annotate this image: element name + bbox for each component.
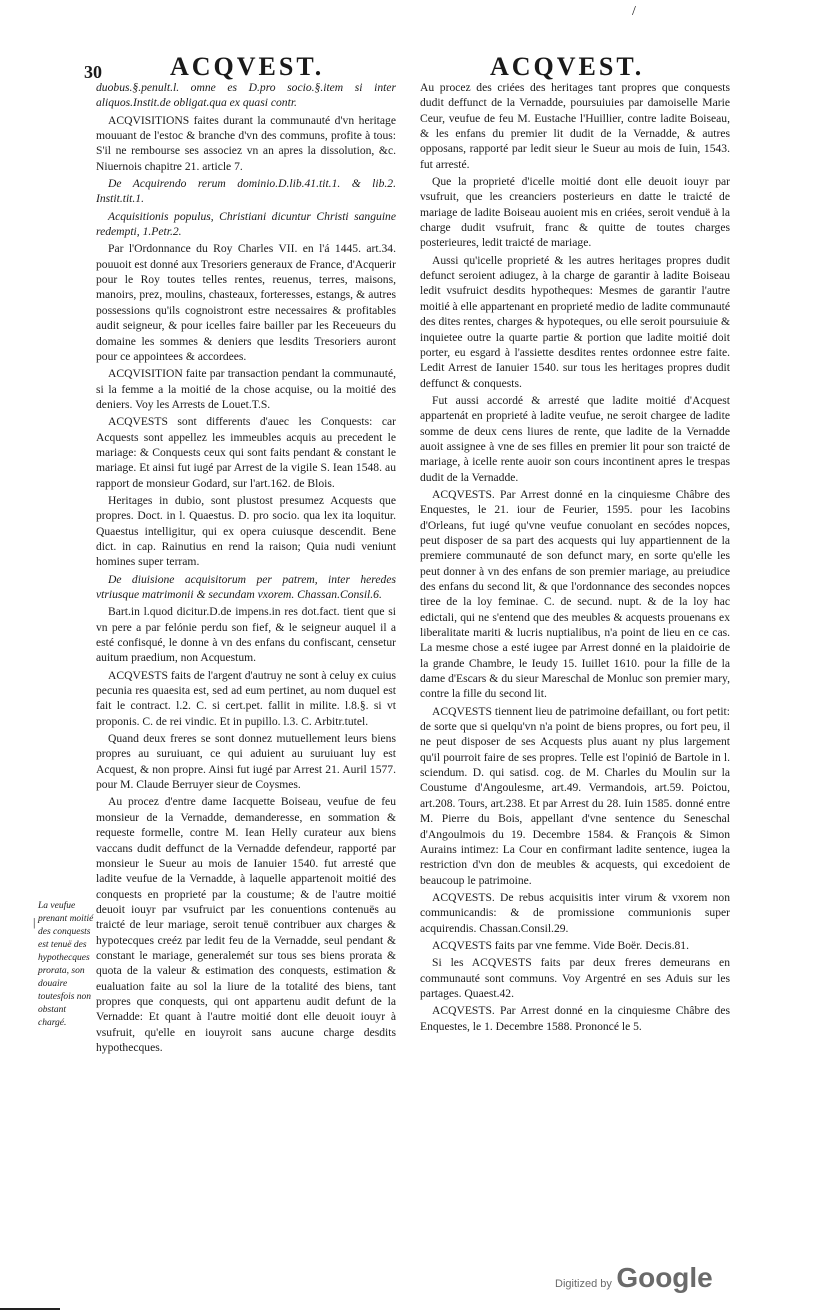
right-column-paragraph: ACQVESTS. Par Arrest donné en la cinquiesme Châbre des Enquestes, le 21. iour de Feurier, 1595. pour les Iacobins d'Orleans, fut iugé qu'vne veufue conuolant en secódes nopces, peut disposer de sa part des acquests qui luy appartiennent de la premiere communauté de son defunct mary, en sorte qu'elle les peut donner à vn des enfans de son premier mariage, au preiudice des enfans du second lit, & que l'ordonnance des secondes nopces tiree de la loy feminae. C. de secund. nupt. & de la loy hac edictali, qui ne s'entend que des meubles & acquests prouenans ex liberalitate mariti & lucris nuptialibus, n'a point de lieu en ce cas. La mesme chose a esté iugee par Arrest donné en la plaidoirie de la grande Chambre, le Ieudy 15. Iuillet 1610. pour la fille de la dame d'Escars & du sieur Mareschal de Monluc son premier mary, contre la fille du second lit.	[420, 487, 730, 701]
left-column	[96, 80, 396, 1057]
right-column-paragraph: Que la proprieté d'icelle moitié dont elle deuoit iouyr par vsufruit, que les creanciers posterieurs en datte le traicté de mariage de ladite Boiseau auoient mis en criées, seroit venduë à la charge dudit vsufruit, franc & quitte de toutes charges posterieures, ledit traicté de mariage.	[420, 175, 730, 250]
margin-note: La veufue prenant moitié des conquests est tenuë des hypothecques prorata, son douaire toutesfois non obstant chargé.	[38, 901, 94, 1028]
right-column-paragraph: Aussi qu'icelle proprieté & les autres heritages propres dudit defunct seroient adiugez, à la charge de garantir à ladite Boiseau ledit vsufruict desdits hypotheques: Mesmes de garantir l'autre moitié à elle appartenant en proprieté medio de ladite communauté des dites rentes, charges & hypoteques, ou elle seroit poursuiuie & inquietee outre la quarte partie & portion que ladite moitié doit porter, eu esgard à l'assiette desdites rentes ordonnee estre faite. Ledit Arrest de Ianuier 1540. sur tous les heritages propres dudit deffunct & conquests.	[420, 253, 731, 390]
left-column-paragraph: ACQVISITIONS faites durant la communauté d'vn heritage mouuant de l'estoc & branche d'vn des communs, profite à tous: S'il ne rembourse ses associez vn an apres la dissolution, &c. Niuernois chapitre 21. article 7.	[96, 113, 396, 173]
right-column-paragraph: Si les ACQVESTS faits par deux freres demeurans en communauté sont communs. Voy Argentré en ses Aduis sur les partages. Quaest.42.	[420, 956, 730, 1000]
left-column-paragraph: Acquisitionis populus, Christiani dicuntur Christi sanguine redempti, 1.Petr.2.	[96, 209, 396, 239]
right-column-paragraph: ACQVESTS. De rebus acquisitis inter virum & vxorem non communicandis: & de promissione communionis super acquirendis. Chassan.Consil.29.	[420, 890, 730, 935]
left-column-paragraph: ACQVESTS sont differents d'auec les Conquests: car Acquests sont appellez les immeubles acquis au precedent le mariage: & Conquests ceux qui sont faits pendant & constant le mariage. Et ainsi fut iugé par Arrest de la vigile S. Iean 1548. au rapport de monsieur Godard, sur l'art.162. de Blois.	[96, 415, 396, 490]
left-column-paragraph: Par l'Ordonnance du Roy Charles VII. en l'á 1445. art.34. pouuoit est donné aux Tresoriers generaux de France, d'Acquerir pour le Roy toutes telles rentes, reuenus, terres, maisons, manoirs, prez, moulins, chasteaux, forteresses, estangs, & autres possessions qu'ils cognoistront estre necessaires & profitables audit seigneur, & pour icelles faire bailler par les Receueurs du domaine les sommes & deniers que lesdits Tresoriers auront pour ce appointees & accordees.	[96, 242, 396, 363]
bottom-rule	[0, 1308, 60, 1310]
right-column-paragraph: ACQVESTS faits par vne femme. Vide Boër. Decis.81.	[432, 938, 690, 952]
running-head-right: ACQVEST.	[490, 52, 645, 81]
right-column-paragraph: Fut aussi accordé & arresté que ladite moitié d'Acquest appartenát en proprieté à ladite veufue, ne seroit chargee de ladite somme de deux cens liures de rente, que ladite de la Vernadde auoit assignee à vne de ses filles en premier lit pour son traicté de mariage, à icelle rente auoir son cours incontinent apres le trespas dudit de la Vernadde.	[420, 393, 730, 484]
left-column-paragraph: Au procez d'entre dame Iacquette Boiseau, veufue de feu monsieur de la Vernadde, demanderesse, en sommation & requeste formelle, contre M. Iean Helly curateur aux biens vaccans dudit deffunct de la Vernadde defendeur, rapporté par monsieur le Sueur au mois de Ianuier 1540. fut arresté que ladite veufue de la Vernadde, à laquelle appartenoit moitié des conquests en proprieté par la coustume; & de l'autre moitié deuoit iouyr par vsufruict par les conuentions contenuës au traicté de leur mariage, seroit tenuë contribuer aux charges & hypotecques creéz par ledit feu de la Vernadde, seul pendant & constant le mariage, generalemét sur tous ses biens prorata & quota de la valeur & estimation des conquests, estimation & eualuation faite au sol la liure de la totalité des biens, tant propres que conquests, qui ont appartenu audit defunt de la Vernadde: Et quant à l'autre moitié dont elle deuoit iouyr à vsufruit, qu'elle en iouyroit sans aucune charge desdits hypothecques.	[96, 795, 396, 1054]
right-column-paragraph: Au procez des criées des heritages tant propres que conquests dudit deffunct de la Vernadde, poursuiuies par damoiselle Marie Ceur, veufue de feu M. Eustache l'Huillier, contre ladite Boiseau, & les enfans du premier lit dudit de la Vernadde, & autres opposans, rapporté par ledit sieur le Sueur au mois de Iuin, 1543. fut arresté.	[420, 81, 730, 171]
page-number: 30	[84, 62, 102, 82]
right-column-paragraph: ACQVESTS. Par Arrest donné en la cinquiesme Châbre des Enquestes, le 1. Decembre 1588. Prononcé le 5.	[420, 1004, 730, 1033]
google-logo: Google	[616, 1262, 713, 1293]
margin-mark: |	[33, 915, 36, 929]
left-column-paragraph: De Acquirendo rerum dominio.D.lib.41.tit.1. & lib.2. Instit.tit.1.	[96, 177, 396, 206]
corner-mark: /	[632, 4, 636, 19]
digitized-by-google-watermark	[555, 1262, 713, 1294]
left-column-paragraph: De diuisione acquisitorum per patrem, inter heredes vtriusque matrimonii & secundam vxorem. Chassan.Consil.6.	[96, 572, 396, 601]
right-column-paragraph: ACQVESTS tiennent lieu de patrimoine defaillant, ou fort petit: de sorte que si quelqu'vn n'a point de biens propres, ou fort peu, il ne peut disposer de ses Acquests plus auant ny plus largement qu'il pourroit faire de ses propres. Telle est l'opinió de Bartole in l. sciendum. D. qui satisd. cog. de M. Charles du Moulin sur la Coustume d'Angoulesme, art.49. Vermandois, art.59. Poictou, art.208. Tours, art.238. Et par Arrest du 28. Iuin 1585. donné entre M. Pierre du Bois, appellant d'vne sentence du Seneschal d'Angoulmois du 19. Decembre 1584. & François & Simon Aurains intimez: La Cour en confirmant ladite sentence, iugea la restriction d'vn don de meubles & acquests, qui excedoient de beaucoup le patrimoine.	[420, 704, 730, 887]
left-column-paragraph: duobus.§.penult.l. omne es D.pro socio.§.item si inter aliquos.Instit.de obligat.qua ex quasi contr.	[96, 81, 396, 110]
left-column-paragraph: Bart.in l.quod dicitur.D.de impens.in res dot.fact. tient que si vn pere a par felónie perdu son fief, & le seigneur auquel il a esté confisqué, le donne à vn des enfans du confiscant, censetur auitum praedium, non Acquestum.	[96, 605, 396, 665]
digitized-by-label: Digitized by	[555, 1278, 612, 1290]
left-column-paragraph: ACQVESTS faits de l'argent d'autruy ne sont à celuy ex cuius pecunia res quaesita est, sed ad eum pertinet, au nom duquel est fait le contract. l.2. C. si cert.pet. fallit in milite. l.8.§. si vt proponis. C. de rei vindic. Et in pupillo. l.3. C. Arbitr.tutel.	[96, 668, 396, 728]
running-head-left: ACQVEST.	[170, 52, 325, 81]
left-column-paragraph: Quand deux freres se sont donnez mutuellement leurs biens propres au suruiuant, ce qui aduient au suruiuant luy est Acquest, & non propre. Ainsi fut iugé par Arrest 21. Auril 1577. pour M. Claude Berruyer sieur de Coysmes.	[96, 732, 396, 792]
right-column	[420, 80, 730, 1036]
left-column-paragraph: ACQVISITION faite par transaction pendant la communauté, si la femme a la moitié de la chose acquise, ou la moitié des deniers. Voy les Arrests de Louet.T.S.	[96, 367, 396, 411]
left-column-paragraph: Heritages in dubio, sont plustost presumez Acquests que propres. Doct. in l. Quaestus. D. pro socio. qua lex ita loquitur. Quaestus intelligitur, qui ex opera cuiusque descendit. Bene dict. in cap. Rainutius en rend la raison; Quia nudi veniunt homines super terram.	[96, 493, 396, 569]
